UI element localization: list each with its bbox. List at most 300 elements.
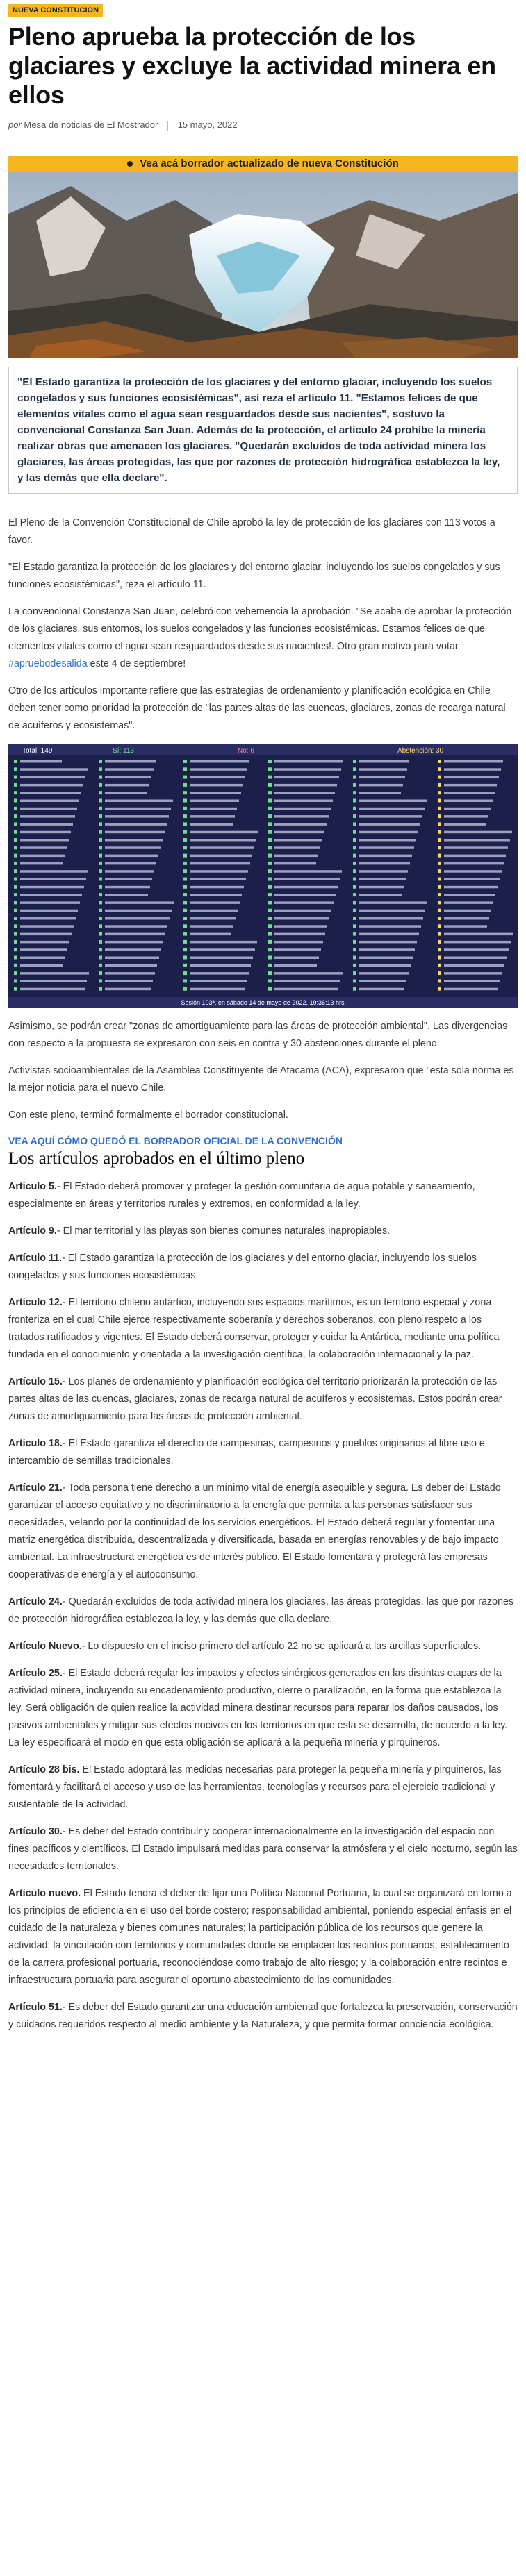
- vote-mark: [353, 869, 356, 873]
- vote-mark: [353, 885, 356, 888]
- vote-mark: [99, 846, 102, 849]
- vote-mark: [438, 979, 441, 982]
- vote-name-line: [20, 830, 71, 833]
- article-body: [0, 515, 526, 2034]
- vote-name-line: [20, 932, 72, 935]
- vote-mark: [183, 846, 187, 849]
- vote-name-line: [20, 878, 86, 880]
- vote-name-line: [20, 799, 79, 802]
- vote-mark: [99, 893, 102, 896]
- vote-name-line: [359, 956, 413, 959]
- article-label: Artículo 51.: [8, 2001, 63, 2013]
- vote-mark: [353, 838, 356, 842]
- vote-name-line: [190, 878, 246, 880]
- vote-mark: [99, 924, 102, 928]
- vote-mark: [183, 830, 187, 833]
- paragraph-text: La convencional Constanza San Juan, celebró con vehemencia la aprobación. "Se acaba de aprobar la protección de los glaciares, sus entornos, los suelos congelados y las funciones ecosistémicas. Estamos felices de que elementos vitales como el agua sean resguardados desde sus nacientes!. Otro gran motivo para votar: [8, 605, 512, 652]
- vote-mark: [99, 901, 102, 904]
- vote-name-line: [105, 854, 158, 857]
- article-label: Artículo 11.: [8, 1252, 63, 1264]
- vote-name-line: [444, 948, 509, 951]
- vote-name-line: [274, 792, 335, 794]
- article-label: Artículo 25.: [8, 1667, 63, 1679]
- vote-name-line: [190, 839, 256, 842]
- vote-mark: [268, 760, 272, 763]
- vote-name-line: [359, 815, 422, 818]
- vote-name-line: [274, 768, 341, 771]
- vote-name-line: [274, 878, 340, 880]
- vote-mark: [14, 822, 17, 826]
- vote-mark: [99, 783, 102, 786]
- vote-mark: [268, 853, 272, 857]
- vote-mark: [14, 806, 17, 810]
- paragraph: Con este pleno, terminó formalmente el borrador constitucional.: [8, 1109, 288, 1121]
- vote-mark: [99, 979, 102, 982]
- vote-mark: [268, 830, 272, 833]
- vote-name-line: [190, 783, 243, 786]
- vote-name-line: [444, 925, 487, 928]
- vote-name-line: [274, 799, 333, 802]
- vote-name-line: [359, 885, 404, 888]
- vote-name-line: [190, 885, 244, 888]
- vote-name-line: [274, 932, 325, 935]
- vote-mark: [99, 830, 102, 833]
- vote-name-line: [444, 862, 504, 864]
- vote-name-line: [274, 760, 343, 763]
- vote-name-line: [20, 956, 65, 959]
- vote-name-line: [444, 776, 499, 778]
- vote-mark: [183, 901, 187, 904]
- vote-mark: [353, 760, 356, 763]
- vote-mark: [438, 830, 441, 833]
- vote-name-line: [105, 885, 150, 888]
- vote-mark: [183, 783, 187, 786]
- vote-name-line: [274, 776, 339, 778]
- vote-mark: [99, 822, 102, 826]
- vote-name-line: [20, 792, 81, 794]
- category-tag[interactable]: NUEVA CONSTITUCIÓN: [8, 4, 103, 17]
- vote-mark: [183, 971, 187, 975]
- vote-mark: [268, 877, 272, 880]
- vote-name-line: [359, 783, 403, 786]
- articles-heading: Los artículos aprobados en el último pleno: [8, 1148, 305, 1168]
- paragraph-text-end: este 4 de septiembre!: [90, 658, 186, 669]
- vote-mark: [438, 861, 441, 864]
- vote-name-line: [190, 799, 239, 802]
- vote-name-line: [444, 870, 502, 873]
- vote-name-line: [359, 925, 421, 928]
- vote-mark: [14, 924, 17, 928]
- vote-name-line: [190, 870, 248, 873]
- vote-mark: [14, 846, 17, 849]
- vote-name-line: [444, 878, 500, 880]
- vote-mark: [14, 932, 17, 935]
- vote-name-line: [359, 768, 407, 771]
- vote-mark: [438, 885, 441, 888]
- banner-label: Vea acá borrador actualizado de nueva Constitución: [140, 158, 399, 170]
- article-label: Artículo nuevo.: [8, 1887, 81, 1899]
- vote-mark: [99, 814, 102, 818]
- vote-name-line: [444, 917, 489, 920]
- publish-date: 15 mayo, 2022: [177, 119, 238, 130]
- article-item: [8, 1638, 518, 1655]
- vote-mark: [438, 767, 441, 771]
- vote-name-line: [274, 870, 342, 873]
- vote-mark: [438, 893, 441, 896]
- paragraph: Asimismo, se podrán crear "zonas de amortiguamiento para las áreas de protección ambiental". Las divergencias con respecto a la propuesta se expresaron con seis en contra y 30 abstenciones durante el pleno.: [8, 1020, 508, 1049]
- vote-name-line: [359, 894, 402, 896]
- vote-name-line: [105, 807, 171, 810]
- vote-name-line: [190, 807, 237, 810]
- article-item: [8, 1223, 518, 1240]
- vote-mark: [183, 791, 187, 794]
- vote-name-line: [444, 807, 491, 810]
- vote-mark: [99, 948, 102, 951]
- vote-mark: [438, 798, 441, 802]
- vote-mark: [99, 939, 102, 943]
- vote-mark: [99, 853, 102, 857]
- vote-mark: [183, 775, 187, 778]
- vote-name-line: [190, 760, 249, 763]
- vote-name-line: [20, 894, 82, 896]
- vote-mark: [99, 932, 102, 935]
- vote-name-line: [190, 776, 245, 778]
- vote-mark: [353, 861, 356, 864]
- vote-mark: [438, 987, 441, 990]
- vote-name-line: [20, 783, 83, 786]
- vote-name-line: [359, 846, 414, 849]
- vote-name-line: [359, 972, 409, 975]
- vote-mark: [353, 979, 356, 982]
- vote-name-line: [444, 768, 501, 771]
- article-item: [8, 1665, 518, 1752]
- article-text: El Estado adoptará las medidas necesarias para proteger la pequeña minería y pirquineros, las fomentará y facilitará el acceso y uso de las herramientas, tecnologías y recursos para el ejercicio tradicional y sustentable de la actividad.: [8, 1764, 502, 1810]
- vote-name-line: [274, 925, 327, 928]
- vote-mark: [14, 838, 17, 842]
- vote-name-line: [20, 815, 75, 818]
- vote-name-line: [274, 901, 334, 904]
- vote-name-line: [20, 839, 69, 842]
- vote-mark: [14, 948, 17, 951]
- vote-total: Total: 149: [22, 746, 53, 755]
- vote-name-line: [105, 909, 172, 912]
- vote-mark: [183, 939, 187, 943]
- vote-name-line: [20, 917, 76, 920]
- vote-name-line: [105, 878, 152, 880]
- vote-name-line: [190, 909, 238, 912]
- vote-mark: [353, 939, 356, 943]
- vote-mark: [353, 971, 356, 975]
- vote-mark: [438, 846, 441, 849]
- article-item: [8, 1762, 518, 1814]
- vote-mark: [353, 963, 356, 967]
- vote-name-line: [274, 948, 321, 951]
- vote-mark: [268, 924, 272, 928]
- vote-name-line: [20, 987, 85, 990]
- article-label: Artículo Nuevo.: [8, 1640, 82, 1652]
- vote-si: Sí: 113: [113, 746, 134, 755]
- vote-mark: [183, 908, 187, 912]
- vote-name-line: [444, 972, 502, 975]
- vote-mark: [183, 917, 187, 920]
- author-link[interactable]: Mesa de noticias de El Mostrador: [24, 119, 158, 130]
- vote-mark: [99, 806, 102, 810]
- vote-mark: [14, 853, 17, 857]
- article-item: [8, 1823, 518, 1875]
- vote-mark: [183, 885, 187, 888]
- hashtag-link[interactable]: #apruebodesalida: [8, 658, 88, 669]
- article-item: [8, 1885, 518, 1989]
- vote-mark: [268, 979, 272, 982]
- vote-name-line: [444, 760, 503, 763]
- vote-name-line: [359, 932, 419, 935]
- vote-name-line: [359, 799, 427, 802]
- vote-name-line: [20, 870, 88, 873]
- vote-mark: [268, 767, 272, 771]
- vote-mark: [14, 861, 17, 864]
- vote-mark: [438, 775, 441, 778]
- vote-name-line: [444, 839, 510, 842]
- article-item: [8, 1294, 518, 1364]
- vote-name-line: [274, 830, 324, 833]
- vote-mark: [353, 948, 356, 951]
- vote-name-line: [274, 980, 340, 982]
- vote-mark: [438, 932, 441, 935]
- vote-mark: [268, 908, 272, 912]
- vote-name-line: [20, 846, 67, 849]
- article-text: - Toda persona tiene derecho a un mínimo vital de energía asequible y segura. Es deber del Estado garantizar el acceso equitativo y no discriminatorio a la energía que permita a las personas satisfacer sus necesidades, velando por la continuidad de los servicios energéticos. El Estado deberá regular y fomentar una matriz energética distribuida, descentralizada y diversificada, basada en energías renovables y de bajo impacto ambiental. La infraestructura energética es de interés público. El Estado fomentará y protegerá las empresas cooperativas de energía y el autoconsumo.: [8, 1482, 501, 1580]
- vote-mark: [268, 987, 272, 990]
- vote-mark: [14, 963, 17, 967]
- vote-name-line: [444, 783, 497, 786]
- article-text: - Quedarán excluidos de toda actividad minera los glaciares, las áreas protegidas, las que por razones de protección hidrográfica establezca la ley, y las demás que ella declare.: [8, 1596, 514, 1625]
- vote-mark: [14, 908, 17, 912]
- vote-name-line: [444, 909, 491, 912]
- article-item: [8, 1373, 518, 1425]
- vote-mark: [14, 791, 17, 794]
- article-text: El Estado tendrá el deber de fijar una Política Nacional Portuaria, la cual se organizará en torno a los principios de eficiencia en el uso del borde costero; responsabilidad ambiental, poniendo especial énfasis en el cuidado de la naturaleza y bienes comunes naturales; la participación pública de los recursos que genere la actividad; la vinculación con territorios y comunidades donde se emplacen los recintos portuarios; establecimiento de la carrera profesional portuaria, reconociéndose como trabajo de alto riesgo; y la colaboración entre recintos e infraestructura portuaria para asegurar el oportuno abastecimiento de las comunidades.: [8, 1887, 512, 1986]
- vote-mark: [353, 830, 356, 833]
- vote-mark: [268, 917, 272, 920]
- vote-name-line: [20, 948, 67, 951]
- vote-mark: [268, 798, 272, 802]
- vote-name-line: [105, 932, 165, 935]
- vote-mark: [183, 955, 187, 959]
- vote-name-line: [359, 980, 406, 982]
- vote-name-line: [105, 799, 173, 802]
- vote-mark: [268, 901, 272, 904]
- vote-name-line: [20, 972, 89, 975]
- vote-mark: [268, 939, 272, 943]
- vote-mark: [438, 924, 441, 928]
- vote-name-line: [105, 768, 154, 771]
- vote-mark: [14, 814, 17, 818]
- vote-name-line: [444, 932, 513, 935]
- vote-mark: [268, 806, 272, 810]
- vote-mark: [438, 955, 441, 959]
- vote-mark: [183, 948, 187, 951]
- vote-name-line: [190, 972, 249, 975]
- vote-name-line: [20, 807, 77, 810]
- vote-mark: [268, 814, 272, 818]
- vote-name-line: [274, 885, 338, 888]
- vote-mark: [99, 987, 102, 990]
- vote-mark: [14, 830, 17, 833]
- vote-mark: [438, 791, 441, 794]
- vote-mark: [438, 939, 441, 943]
- vote-name-line: [274, 940, 323, 943]
- vote-mark: [353, 955, 356, 959]
- vote-mark: [268, 885, 272, 888]
- vote-mark: [99, 917, 102, 920]
- vote-mark: [438, 963, 441, 967]
- vote-name-line: [20, 854, 65, 857]
- vote-name-line: [105, 901, 174, 904]
- vote-name-line: [105, 917, 170, 920]
- bullet-icon: [127, 161, 133, 167]
- vote-mark: [14, 775, 17, 778]
- vote-name-line: [274, 956, 319, 959]
- vote-mark: [353, 791, 356, 794]
- vote-name-line: [359, 878, 406, 880]
- vote-mark: [99, 767, 102, 771]
- vote-mark: [14, 798, 17, 802]
- vote-name-line: [359, 987, 404, 990]
- vote-name-line: [444, 894, 495, 896]
- vote-name-line: [274, 909, 331, 912]
- vote-name-line: [274, 854, 318, 857]
- paragraph: Activistas socioambientales de la Asamblea Constituyente de Atacama (ACA), expresaron que "esta sola norma es la mejor noticia para el nuevo Chile.: [8, 1064, 514, 1094]
- byline-prefix: por: [8, 119, 22, 130]
- vote-name-line: [274, 839, 322, 842]
- vote-mark: [268, 838, 272, 842]
- vote-mark: [99, 971, 102, 975]
- vote-mark: [99, 760, 102, 763]
- vote-name-line: [274, 823, 327, 826]
- official-draft-link[interactable]: VEA AQUÍ CÓMO QUEDÓ EL BORRADOR OFICIAL DE LA CONVENCIÓN: [8, 1135, 343, 1146]
- article-item: [8, 1178, 518, 1213]
- vote-name-line: [359, 760, 409, 763]
- page-title: Pleno aprueba la protección de los glaciares y excluye la actividad minera en ellos: [8, 22, 496, 109]
- vote-mark: [183, 979, 187, 982]
- vote-mark: [268, 963, 272, 967]
- vote-name-line: [444, 799, 493, 802]
- vote-name-line: [20, 925, 74, 928]
- vote-mark: [268, 822, 272, 826]
- vote-mark: [268, 783, 272, 786]
- vote-mark: [14, 979, 17, 982]
- vote-mark: [183, 861, 187, 864]
- vote-name-line: [105, 830, 165, 833]
- vote-mark: [183, 822, 187, 826]
- vote-name-line: [359, 862, 410, 864]
- vote-name-line: [20, 862, 63, 864]
- vote-mark: [268, 861, 272, 864]
- vote-mark: [268, 932, 272, 935]
- vote-mark: [353, 783, 356, 786]
- vote-name-line: [444, 846, 508, 849]
- vote-mark: [353, 775, 356, 778]
- vote-name-line: [359, 839, 416, 842]
- vote-name-line: [105, 862, 156, 864]
- vote-name-line: [20, 901, 80, 904]
- vote-mark: [438, 971, 441, 975]
- vote-name-line: [359, 909, 425, 912]
- vote-name-line: [105, 760, 156, 763]
- vote-name-line: [190, 948, 255, 951]
- article-item: [8, 1999, 518, 2034]
- vote-name-line: [359, 807, 425, 810]
- vote-mark: [14, 885, 17, 888]
- draft-constitution-banner[interactable]: [8, 156, 518, 172]
- vote-name-line: [359, 870, 408, 873]
- vote-name-line: [444, 901, 493, 904]
- vote-name-line: [274, 862, 316, 864]
- vote-name-line: [444, 815, 488, 818]
- vote-abstention: Abstención: 30: [397, 746, 444, 755]
- vote-name-line: [105, 980, 153, 982]
- vote-name-line: [20, 964, 63, 967]
- vote-name-line: [105, 964, 157, 967]
- article-text: - El mar territorial y las playas son bienes comunes naturales inapropiables.: [56, 1225, 391, 1237]
- vote-mark: [353, 908, 356, 912]
- article-text: - El Estado deberá regular los impactos y efectos sinérgicos generados en las distintas etapas de la actividad minera, incluyendo su encadenamiento productivo, cierre o paralización, en la forma que establezca la ley. Será obligación de quien realice la actividad minera destinar recursos para reparar los daños causados, los pasivos ambientales y mitigar sus efectos nocivos en los territorios en que ésta se desarrolla, de acuerdo a la ley. La ley especificará el modo en que esta obligación se aplicará a la pequeña minería y pirquineros.: [8, 1667, 508, 1748]
- vote-mark: [99, 861, 102, 864]
- vote-mark: [268, 791, 272, 794]
- vote-name-line: [20, 980, 87, 982]
- vote-mark: [14, 869, 17, 873]
- vote-name-line: [105, 815, 169, 818]
- vote-name-line: [274, 917, 329, 920]
- vote-name-line: [105, 792, 147, 794]
- vote-name-line: [190, 768, 247, 771]
- vote-mark: [353, 767, 356, 771]
- vote-mark: [14, 901, 17, 904]
- vote-mark: [99, 798, 102, 802]
- vote-name-line: [274, 807, 331, 810]
- vote-mark: [183, 767, 187, 771]
- vote-mark: [14, 939, 17, 943]
- vote-mark: [438, 814, 441, 818]
- paragraph: Otro de los artículos importante refiere que las estrategias de ordenamiento y planificación ecológica en Chile deben tener como prioridad la protección de "las partes altas de las cuencas, glaciares, zonas de recarga natural de acuíferos y ecosistemas".: [8, 685, 506, 731]
- vote-mark: [99, 869, 102, 873]
- vote-name-line: [105, 839, 163, 842]
- vote-mark: [438, 806, 441, 810]
- vote-mark: [14, 877, 17, 880]
- vote-mark: [99, 963, 102, 967]
- vote-name-line: [274, 846, 320, 849]
- article-label: Artículo 5.: [8, 1180, 57, 1192]
- vote-name-line: [190, 901, 240, 904]
- vote-name-line: [359, 854, 412, 857]
- vote-mark: [353, 901, 356, 904]
- vote-mark: [99, 775, 102, 778]
- vote-name-line: [444, 823, 486, 826]
- vote-mark: [183, 838, 187, 842]
- vote-mark: [183, 877, 187, 880]
- article-text: - El territorio chileno antártico, incluyendo sus espacios marítimos, es un territorio especial y zona fronteriza en el cual Chile ejerce respectivamente soberanía y derechos soberanos, con pleno respeto a los tratados ratificados y vigentes. El Estado deberá conservar, proteger y cuidar la Antártica, mediante una política fundada en el conocimiento y orientada a la investigación científica, la colaboración internacional y la paz.: [8, 1296, 500, 1360]
- vote-mark: [99, 877, 102, 880]
- article-text: - Es deber del Estado contribuir y cooperar internacionalmente en la investigación del espacio con fines pacíficos y científicos. El Estado impulsará medidas para conservar la atmósfera y el cielo nocturno, según las necesidades territoriales.: [8, 1825, 518, 1872]
- vote-name-line: [20, 760, 62, 763]
- paragraph: El Pleno de la Convención Constitucional de Chile aprobó la ley de protección de los glaciares con 113 votos a favor.: [8, 517, 495, 546]
- article-text: - El Estado deberá promover y proteger la gestión comunitaria de agua potable y saneamiento, especialmente en áreas y territorios rurales y extremos, en conformidad a la ley.: [8, 1180, 475, 1210]
- vote-name-line: [274, 964, 317, 967]
- vote-name-line: [105, 925, 167, 928]
- vote-mark: [183, 932, 187, 935]
- vote-name-line: [444, 830, 512, 833]
- vote-name-line: [190, 823, 233, 826]
